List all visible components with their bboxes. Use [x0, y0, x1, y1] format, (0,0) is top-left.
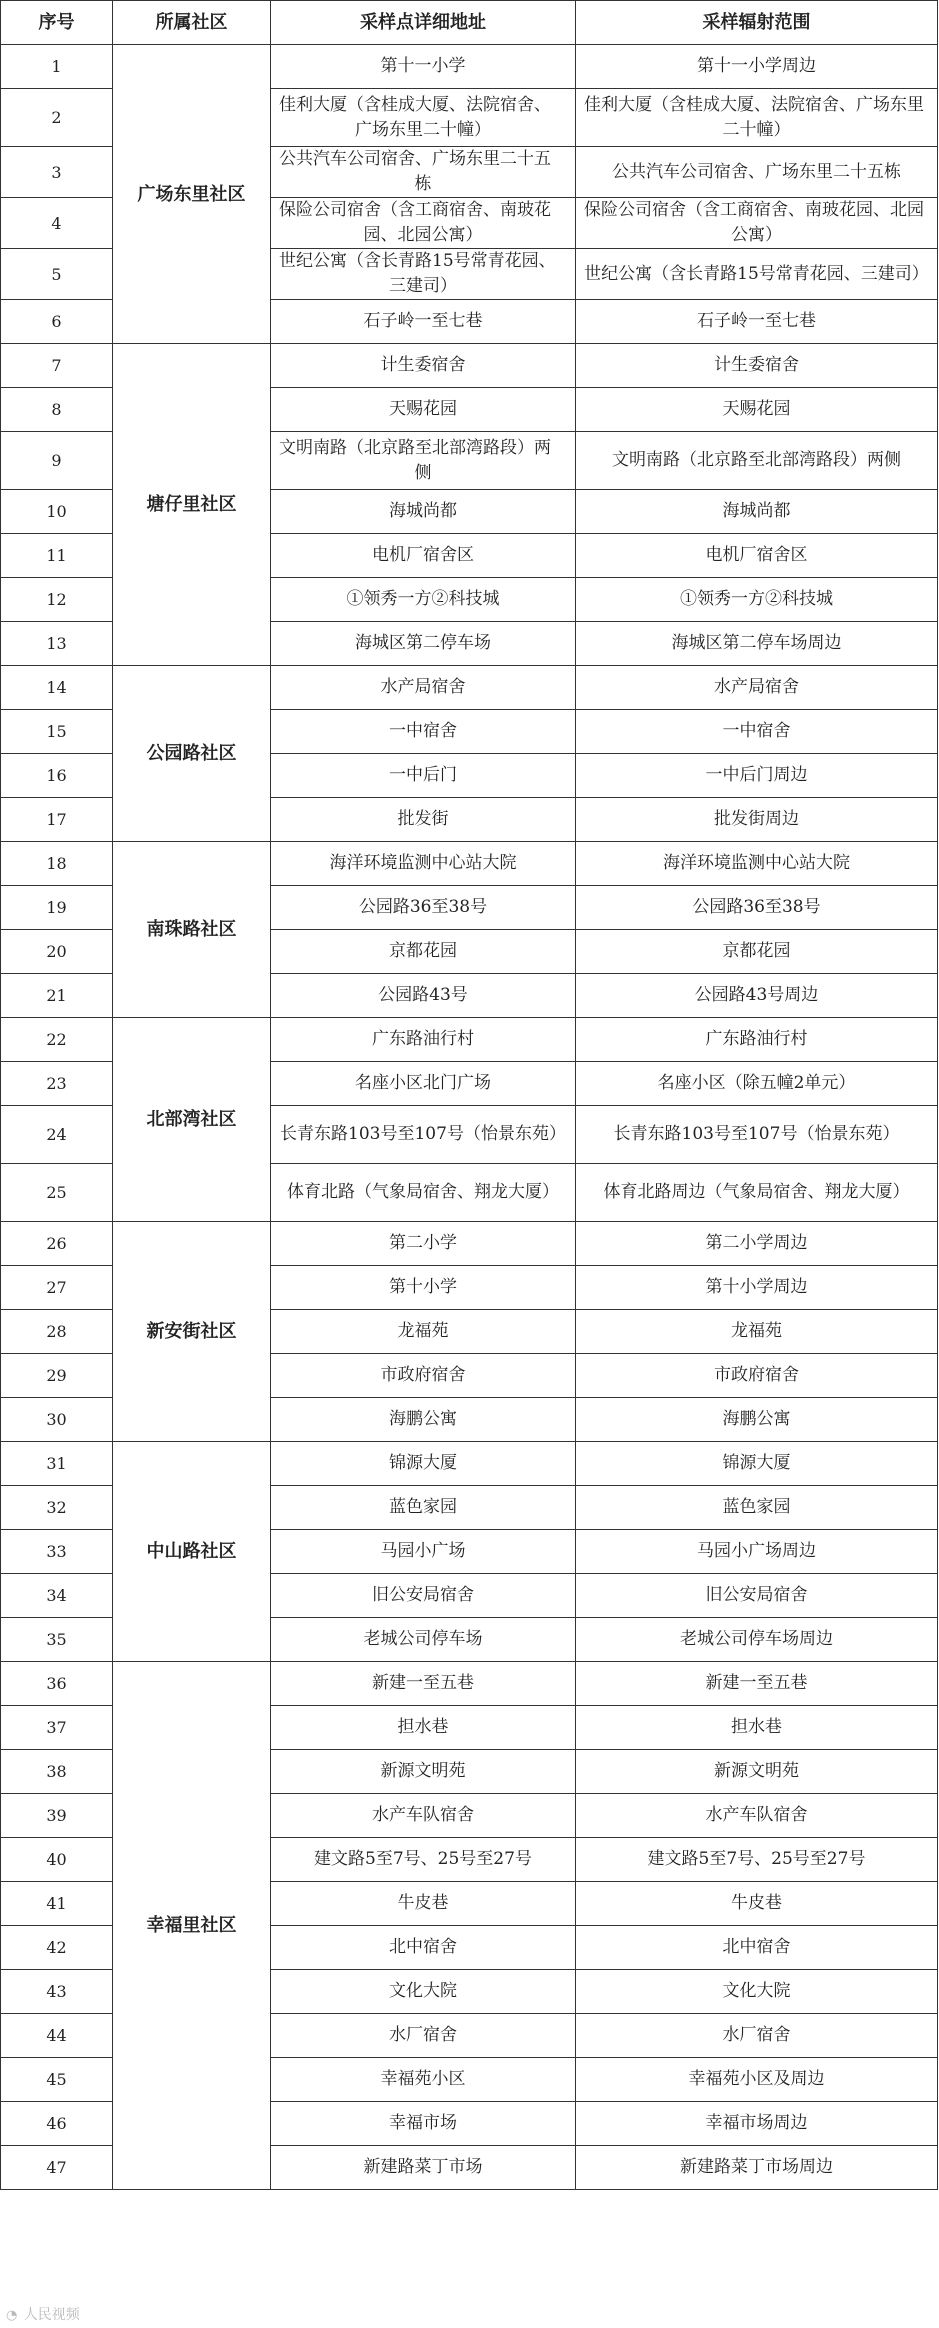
row-index: 6: [1, 300, 113, 344]
sampling-address: 水产车队宿舍: [271, 1794, 576, 1838]
row-index: 16: [1, 754, 113, 798]
row-index: 46: [1, 2102, 113, 2146]
table-row: [1, 45, 938, 89]
community-name: 南珠路社区: [113, 842, 271, 1018]
community-name: 公园路社区: [113, 666, 271, 842]
sampling-address: 幸福苑小区: [271, 2058, 576, 2102]
sampling-range: 计生委宿舍: [576, 344, 938, 388]
row-index: 18: [1, 842, 113, 886]
row-index: 33: [1, 1530, 113, 1574]
sampling-range: 幸福苑小区及周边: [576, 2058, 938, 2102]
table-row: [1, 1018, 938, 1062]
sampling-address: 一中后门: [271, 754, 576, 798]
sampling-range: 公园路36至38号: [576, 886, 938, 930]
sampling-address: 蓝色家园: [271, 1486, 576, 1530]
sampling-address: 第二小学: [271, 1222, 576, 1266]
sampling-range: 市政府宿舍: [576, 1354, 938, 1398]
table-row: [1, 666, 938, 710]
community-name: 广场东里社区: [113, 45, 271, 344]
row-index: 19: [1, 886, 113, 930]
sampling-range: 海洋环境监测中心站大院: [576, 842, 938, 886]
community-name: 北部湾社区: [113, 1018, 271, 1222]
sampling-range: ①领秀一方②科技城: [576, 578, 938, 622]
community-name: 塘仔里社区: [113, 344, 271, 666]
sampling-address: 海城尚都: [271, 490, 576, 534]
sampling-address: 文化大院: [271, 1970, 576, 2014]
sampling-address: 公园路43号: [271, 974, 576, 1018]
sampling-address: 老城公司停车场: [271, 1618, 576, 1662]
sampling-range: 一中后门周边: [576, 754, 938, 798]
row-index: 11: [1, 534, 113, 578]
sampling-address: 天赐花园: [271, 388, 576, 432]
sampling-address: 新源文明苑: [271, 1750, 576, 1794]
community-name: 幸福里社区: [113, 1662, 271, 2190]
sampling-range: 第二小学周边: [576, 1222, 938, 1266]
row-index: 45: [1, 2058, 113, 2102]
sampling-address: 锦源大厦: [271, 1442, 576, 1486]
sampling-address: 海洋环境监测中心站大院: [271, 842, 576, 886]
community-name: 中山路社区: [113, 1442, 271, 1662]
sampling-address: 新建一至五巷: [271, 1662, 576, 1706]
row-index: 41: [1, 1882, 113, 1926]
row-index: 4: [1, 198, 113, 249]
header-address: 采样点详细地址: [271, 1, 576, 45]
row-index: 7: [1, 344, 113, 388]
sampling-address: 牛皮巷: [271, 1882, 576, 1926]
sampling-range: 文明南路（北京路至北部湾路段）两侧: [576, 432, 938, 490]
sampling-range: 蓝色家园: [576, 1486, 938, 1530]
sampling-address: 担水巷: [271, 1706, 576, 1750]
sampling-address: 长青东路103号至107号（怡景东苑）: [271, 1106, 576, 1164]
sampling-range: 北中宿舍: [576, 1926, 938, 1970]
row-index: 14: [1, 666, 113, 710]
table-header-row: [1, 1, 938, 45]
row-index: 8: [1, 388, 113, 432]
table-body: [1, 45, 938, 2190]
row-index: 29: [1, 1354, 113, 1398]
sampling-address: 幸福市场: [271, 2102, 576, 2146]
sampling-address: 水厂宿舍: [271, 2014, 576, 2058]
row-index: 39: [1, 1794, 113, 1838]
sampling-address: 一中宿舍: [271, 710, 576, 754]
sampling-range: 保险公司宿舍（含工商宿舍、南玻花园、北园公寓）: [576, 198, 938, 249]
sampling-range: 担水巷: [576, 1706, 938, 1750]
row-index: 35: [1, 1618, 113, 1662]
sampling-address: 世纪公寓（含长青路15号常青花园、三建司）: [271, 249, 576, 300]
row-index: 3: [1, 147, 113, 198]
row-index: 42: [1, 1926, 113, 1970]
community-name: 新安街社区: [113, 1222, 271, 1442]
sampling-address: 电机厂宿舍区: [271, 534, 576, 578]
sampling-range: 老城公司停车场周边: [576, 1618, 938, 1662]
row-index: 31: [1, 1442, 113, 1486]
sampling-address: 新建路菜丁市场: [271, 2146, 576, 2190]
sampling-range: 水厂宿舍: [576, 2014, 938, 2058]
sampling-range: 第十一小学周边: [576, 45, 938, 89]
sampling-address: 石子岭一至七巷: [271, 300, 576, 344]
row-index: 5: [1, 249, 113, 300]
sampling-range: 锦源大厦: [576, 1442, 938, 1486]
row-index: 43: [1, 1970, 113, 2014]
header-community: 所属社区: [113, 1, 271, 45]
sampling-range: 石子岭一至七巷: [576, 300, 938, 344]
row-index: 15: [1, 710, 113, 754]
sampling-address: 文明南路（北京路至北部湾路段）两侧: [271, 432, 576, 490]
row-index: 40: [1, 1838, 113, 1882]
sampling-address: 名座小区北门广场: [271, 1062, 576, 1106]
row-index: 9: [1, 432, 113, 490]
row-index: 32: [1, 1486, 113, 1530]
sampling-range: 公共汽车公司宿舍、广场东里二十五栋: [576, 147, 938, 198]
table-row: [1, 842, 938, 886]
row-index: 47: [1, 2146, 113, 2190]
row-index: 26: [1, 1222, 113, 1266]
sampling-range: 水产车队宿舍: [576, 1794, 938, 1838]
sampling-range: 马园小广场周边: [576, 1530, 938, 1574]
table-row: [1, 1442, 938, 1486]
row-index: 23: [1, 1062, 113, 1106]
sampling-range: 文化大院: [576, 1970, 938, 2014]
sampling-range: 牛皮巷: [576, 1882, 938, 1926]
sampling-range: 公园路43号周边: [576, 974, 938, 1018]
row-index: 34: [1, 1574, 113, 1618]
row-index: 22: [1, 1018, 113, 1062]
sampling-range: 第十小学周边: [576, 1266, 938, 1310]
row-index: 21: [1, 974, 113, 1018]
sampling-address: 龙福苑: [271, 1310, 576, 1354]
sampling-range: 一中宿舍: [576, 710, 938, 754]
sampling-range: 长青东路103号至107号（怡景东苑）: [576, 1106, 938, 1164]
sampling-range: 水产局宿舍: [576, 666, 938, 710]
row-index: 10: [1, 490, 113, 534]
sampling-range: 旧公安局宿舍: [576, 1574, 938, 1618]
sampling-range: 广东路油行村: [576, 1018, 938, 1062]
sampling-range: 龙福苑: [576, 1310, 938, 1354]
table-row: [1, 344, 938, 388]
sampling-address: 建文路5至7号、25号至27号: [271, 1838, 576, 1882]
sampling-range: 批发街周边: [576, 798, 938, 842]
sampling-address: 批发街: [271, 798, 576, 842]
sampling-address: 北中宿舍: [271, 1926, 576, 1970]
sampling-address: 佳利大厦（含桂成大厦、法院宿舍、广场东里二十幢）: [271, 89, 576, 147]
row-index: 2: [1, 89, 113, 147]
sampling-address: 京都花园: [271, 930, 576, 974]
sampling-address: 计生委宿舍: [271, 344, 576, 388]
row-index: 38: [1, 1750, 113, 1794]
row-index: 28: [1, 1310, 113, 1354]
sampling-range: 天赐花园: [576, 388, 938, 432]
sampling-address: 水产局宿舍: [271, 666, 576, 710]
watermark: [6, 2304, 80, 2324]
sampling-address: 旧公安局宿舍: [271, 1574, 576, 1618]
sampling-range: 海鹏公寓: [576, 1398, 938, 1442]
sampling-range: 电机厂宿舍区: [576, 534, 938, 578]
header-range: 采样辐射范围: [576, 1, 938, 45]
row-index: 36: [1, 1662, 113, 1706]
sampling-address: ①领秀一方②科技城: [271, 578, 576, 622]
sampling-address: 公园路36至38号: [271, 886, 576, 930]
sampling-range: 海城区第二停车场周边: [576, 622, 938, 666]
sampling-address: 保险公司宿舍（含工商宿舍、南玻花园、北园公寓）: [271, 198, 576, 249]
sampling-address: 市政府宿舍: [271, 1354, 576, 1398]
sampling-range: 新源文明苑: [576, 1750, 938, 1794]
watermark-text: 人民视频: [23, 2307, 80, 2323]
sampling-address: 海城区第二停车场: [271, 622, 576, 666]
sampling-address: 公共汽车公司宿舍、广场东里二十五栋: [271, 147, 576, 198]
table-row: [1, 1662, 938, 1706]
sampling-range: 体育北路周边（气象局宿舍、翔龙大厦）: [576, 1164, 938, 1222]
sampling-range: 新建一至五巷: [576, 1662, 938, 1706]
sampling-range: 京都花园: [576, 930, 938, 974]
row-index: 20: [1, 930, 113, 974]
row-index: 13: [1, 622, 113, 666]
row-index: 1: [1, 45, 113, 89]
row-index: 27: [1, 1266, 113, 1310]
row-index: 25: [1, 1164, 113, 1222]
row-index: 24: [1, 1106, 113, 1164]
sampling-range: 建文路5至7号、25号至27号: [576, 1838, 938, 1882]
sampling-range: 新建路菜丁市场周边: [576, 2146, 938, 2190]
sampling-address: 体育北路（气象局宿舍、翔龙大厦）: [271, 1164, 576, 1222]
sampling-address: 第十小学: [271, 1266, 576, 1310]
sampling-range: 海城尚都: [576, 490, 938, 534]
sampling-address: 马园小广场: [271, 1530, 576, 1574]
sampling-address: 海鹏公寓: [271, 1398, 576, 1442]
row-index: 17: [1, 798, 113, 842]
sampling-address: 第十一小学: [271, 45, 576, 89]
app-logo-icon: ◔: [6, 2308, 18, 2323]
row-index: 30: [1, 1398, 113, 1442]
row-index: 12: [1, 578, 113, 622]
sampling-range: 名座小区（除五幢2单元）: [576, 1062, 938, 1106]
sampling-range: 佳利大厦（含桂成大厦、法院宿舍、广场东里二十幢）: [576, 89, 938, 147]
sampling-range: 世纪公寓（含长青路15号常青花园、三建司）: [576, 249, 938, 300]
row-index: 44: [1, 2014, 113, 2058]
sampling-range: 幸福市场周边: [576, 2102, 938, 2146]
table-row: [1, 1222, 938, 1266]
sampling-address: 广东路油行村: [271, 1018, 576, 1062]
header-index: 序号: [1, 1, 113, 45]
row-index: 37: [1, 1706, 113, 1750]
